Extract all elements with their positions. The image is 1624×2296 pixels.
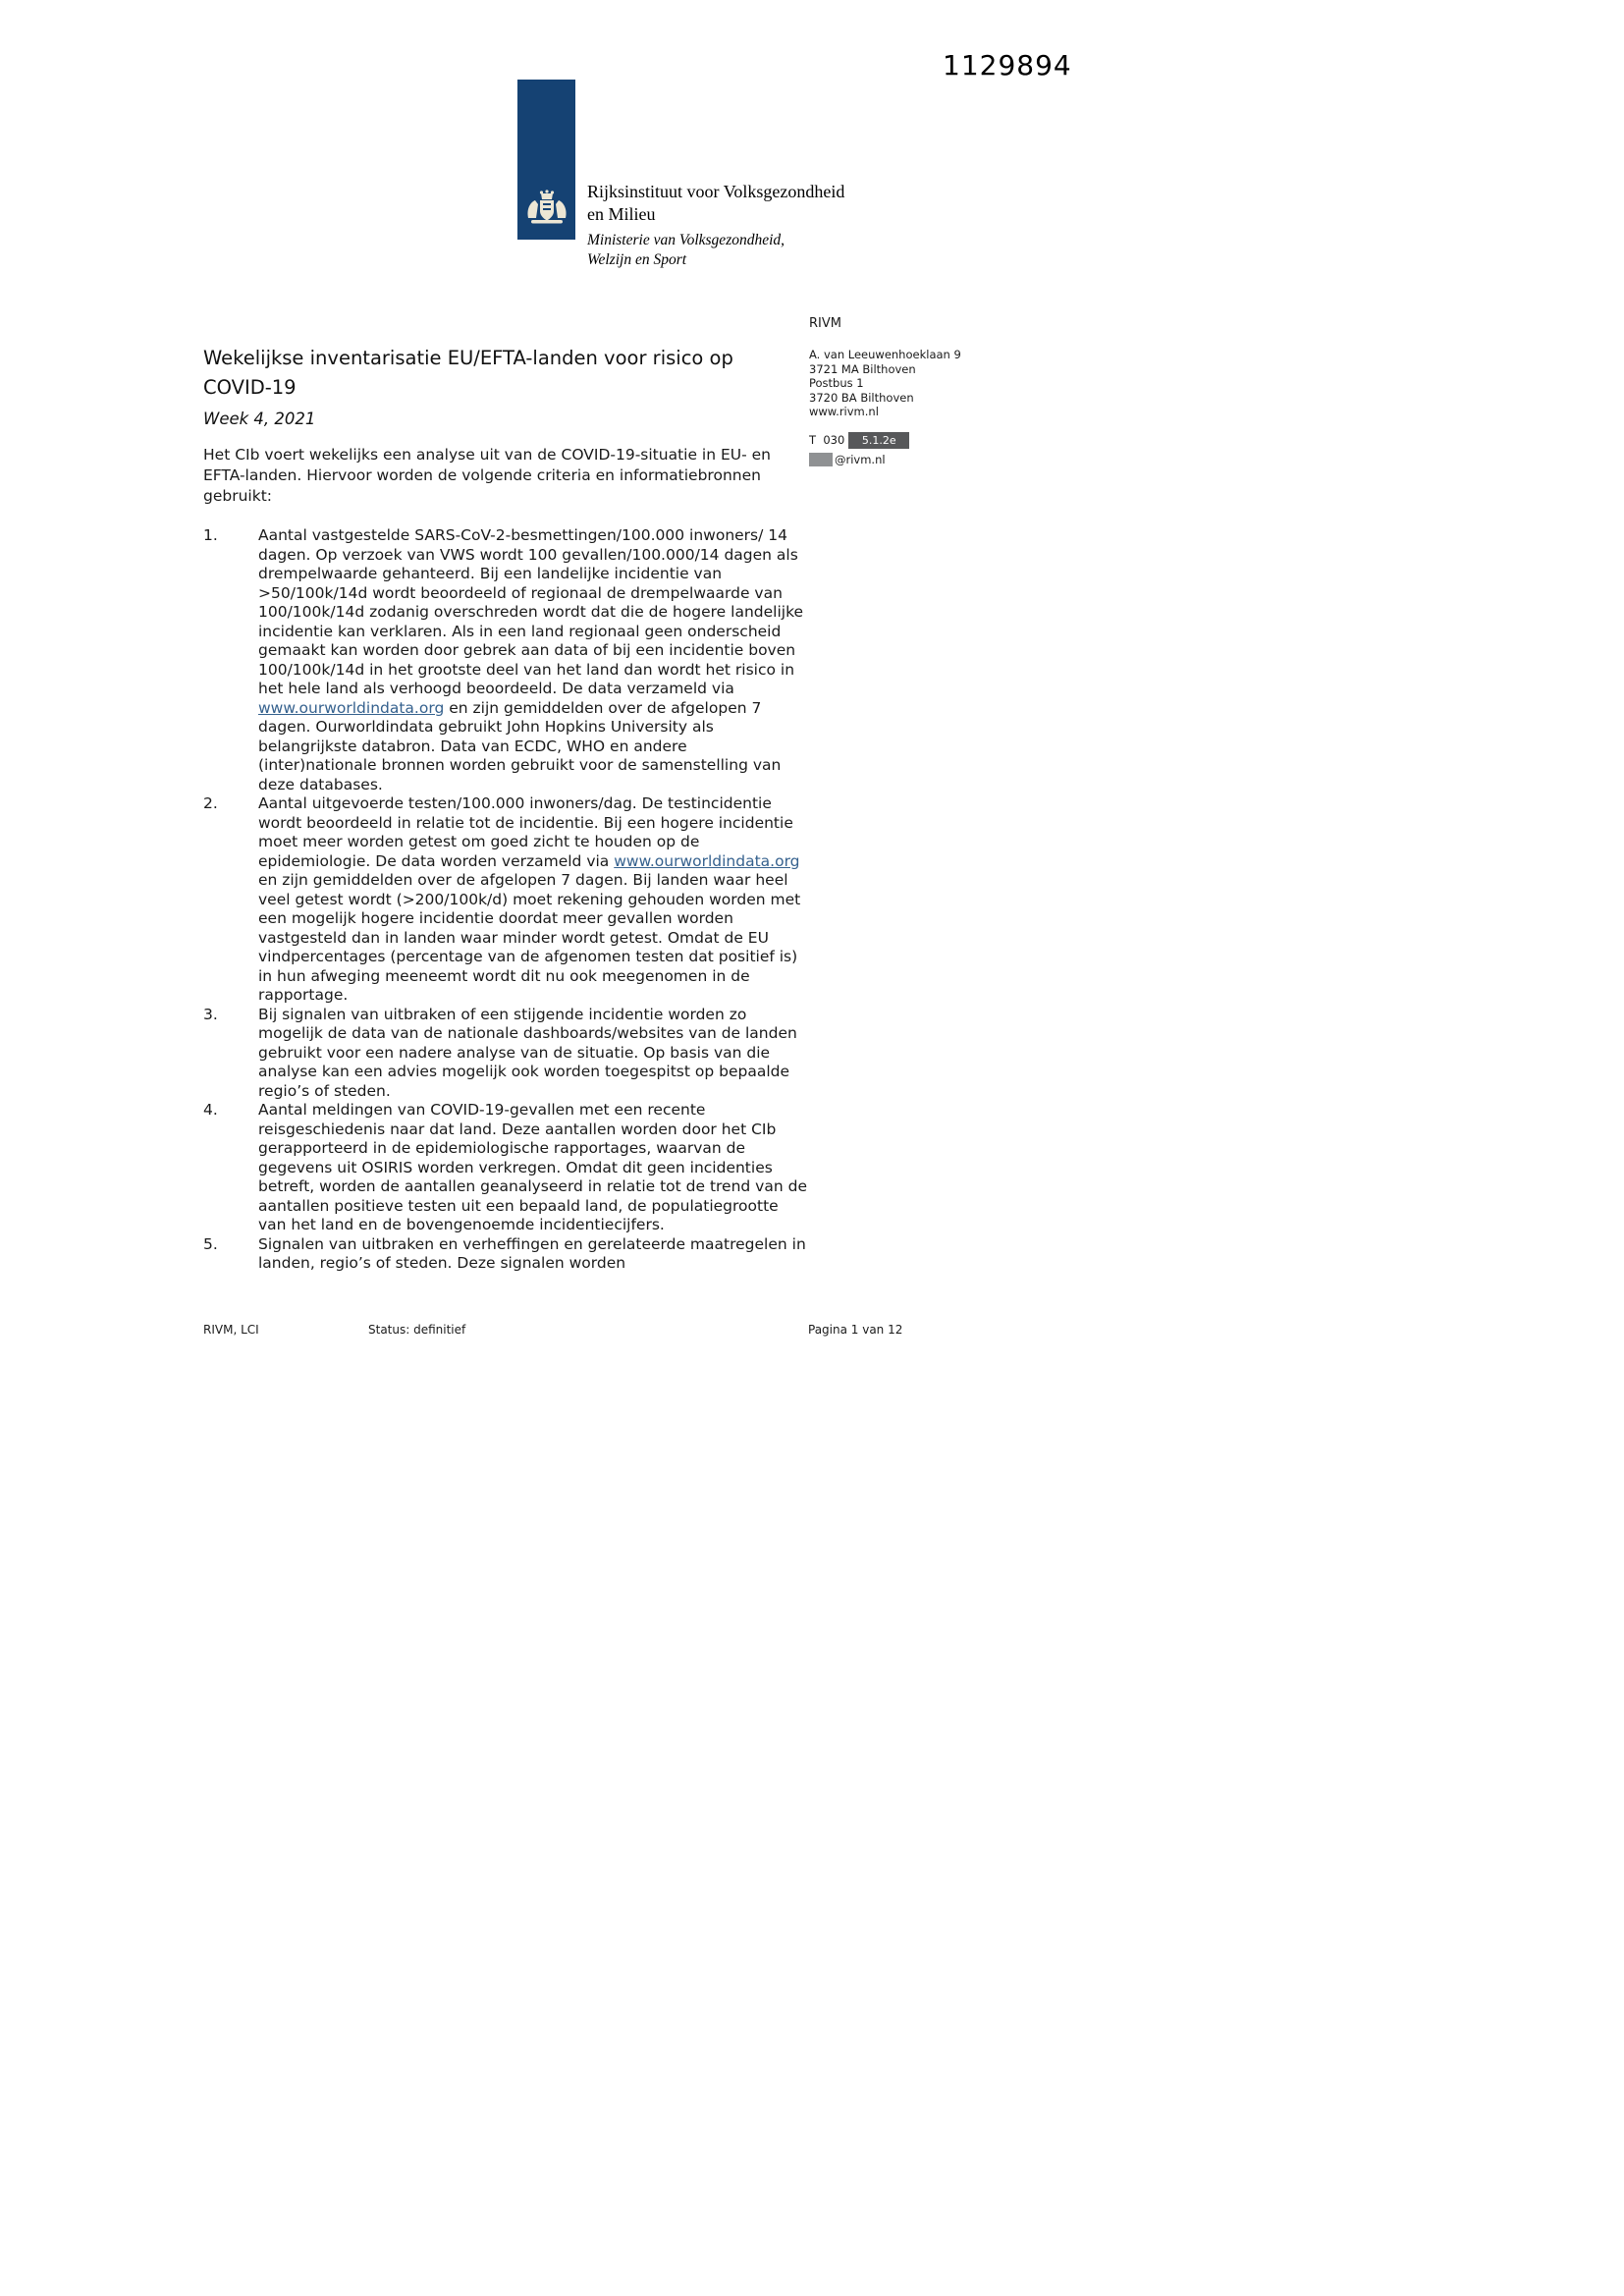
- phone-prefix: T 030: [809, 433, 845, 447]
- list-item: [203, 1006, 810, 1102]
- list-item: [203, 1235, 810, 1274]
- email-suffix: @rivm.nl: [835, 452, 886, 466]
- logo-ministry-line1: Ministerie van Volksgezondheid,: [587, 232, 785, 248]
- logo-wordmark: [587, 181, 844, 270]
- list-item-text: Aantal vastgestelde SARS-CoV-2-besmettingen/100.000 inwoners/ 14 dagen. Op verzoek van VWS wordt 100 gevallen/100.000/14 dagen als drempelwaarde gehanteerd. Bij een landelijke incidentie van >50/100k/14d wordt beoordeeld of regionaal de drempelwaarde van 100/100k/14d zodanig overschreden wordt dat die de hogere landelijke incidentie kan verklaren. Als in een land regionaal geen onderscheid gemaakt kan worden door gebrek aan data of bij een incidentie boven 100/100k/14d in het grootste deel van het land dan wordt het risico in het hele land als verhoogd beoordeeld. De data verzameld via www.ourworldindata.org en zijn gemiddelden over de afgelopen 7 dagen. Ourworldindata gebruikt John Hopkins University als belangrijkste databron. Data van ECDC, WHO en andere (inter)nationale bronnen worden gebruikt voor de samenstelling van deze databases.: [258, 526, 804, 793]
- contact-block: [809, 316, 1035, 466]
- list-item: [203, 526, 810, 794]
- list-item-number: 4.: [203, 1101, 218, 1119]
- logo-org-line1: Rijksinstituut voor Volksgezondheid: [587, 182, 845, 201]
- list-item-number: 2.: [203, 794, 218, 812]
- logo-org-line2: en Milieu: [587, 204, 656, 224]
- contact-address-line: 3721 MA Bilthoven: [809, 361, 916, 376]
- page-title-line1: Wekelijkse inventarisatie EU/EFTA-landen voor risico op: [203, 347, 733, 369]
- list-item-number: 3.: [203, 1005, 218, 1023]
- ourworldindata-link[interactable]: www.ourworldindata.org: [258, 698, 445, 717]
- intro-paragraph: Het CIb voert wekelijks een analyse uit van de COVID-19-situatie in EU- en EFTA-landen. Hiervoor worden de volgende criteria en informatiebronnen gebruikt:: [203, 446, 771, 505]
- phone-redaction-box: 5.1.2e: [848, 432, 909, 449]
- footer-status: Status: definitief: [368, 1323, 466, 1337]
- list-item-text: Signalen van uitbraken en verheffingen en gerelateerde maatregelen in landen, regio’s of steden. Deze signalen worden: [258, 1234, 806, 1272]
- logo-blue-bar: [517, 80, 575, 240]
- list-item-text: Aantal meldingen van COVID-19-gevallen met een recente reisgeschiedenis naar dat land. Deze aantallen worden door het CIb gerapporteerd in de epidemiologische rapportages, waarvan de gegevens uit OSIRIS worden verkregen. Omdat dit geen incidenties betreft, worden de aantallen geanalyseerd in relatie tot de trend van de aantallen positieve testen uit een bepaald land, de populatiegrootte van het land en de bovengenoemde incidentiecijfers.: [258, 1101, 807, 1233]
- contact-address-line: Postbus 1: [809, 376, 864, 390]
- rivm-url: www.rivm.nl: [809, 405, 879, 418]
- page-title-line2: COVID-19: [203, 376, 297, 399]
- list-item-text: Aantal uitgevoerde testen/100.000 inwoners/dag. De testincidentie wordt beoordeeld in relatie tot de incidentie. Bij een hogere incidentie moet meer worden getest om goed zicht te houden op de epidemiologie. De data worden verzameld via www.ourworldindata.org en zijn gemiddelden over de afgelopen 7 dagen. Bij landen waar heel veel getest wordt (>200/100k/d) moet rekening gehouden worden met een mogelijk hogere incidentie doordat meer gevallen worden vastgesteld dan in landen waar minder wordt getest. Omdat de EU vindpercentages (percentage van de afgenomen testen dat positief is) in hun afweging meeneemt wordt dit nu ook meegenomen in de rapportage.: [258, 794, 801, 1004]
- criteria-list: [203, 526, 810, 1274]
- week-subtitle: Week 4, 2021: [203, 410, 316, 428]
- coat-of-arms-icon: [524, 187, 569, 228]
- list-item: [203, 1101, 810, 1235]
- contact-address-line: 3720 BA Bilthoven: [809, 390, 914, 405]
- page-title: [203, 344, 812, 403]
- footer-page-number: Pagina 1 van 12: [808, 1323, 903, 1337]
- footer-org: RIVM, LCI: [203, 1323, 259, 1337]
- list-item-text: Bij signalen van uitbraken of een stijgende incidentie worden zo mogelijk de data van de nationale dashboards/websites van de landen gebruikt voor een nadere analyse van de situatie. Op basis van die analyse kan een advies mogelijk ook worden toegespitst op bepaalde regio’s of steden.: [258, 1005, 797, 1100]
- list-item-number: 1.: [203, 526, 218, 544]
- contact-org: RIVM: [809, 316, 841, 331]
- list-item-number: 5.: [203, 1234, 218, 1253]
- contact-address-line: A. van Leeuwenhoeklaan 9: [809, 348, 961, 361]
- ourworldindata-link[interactable]: www.ourworldindata.org: [614, 851, 800, 870]
- document-number: 1129894: [943, 49, 1072, 82]
- logo-ministry-line2: Welzijn en Sport: [587, 251, 687, 268]
- list-item: [203, 794, 810, 1006]
